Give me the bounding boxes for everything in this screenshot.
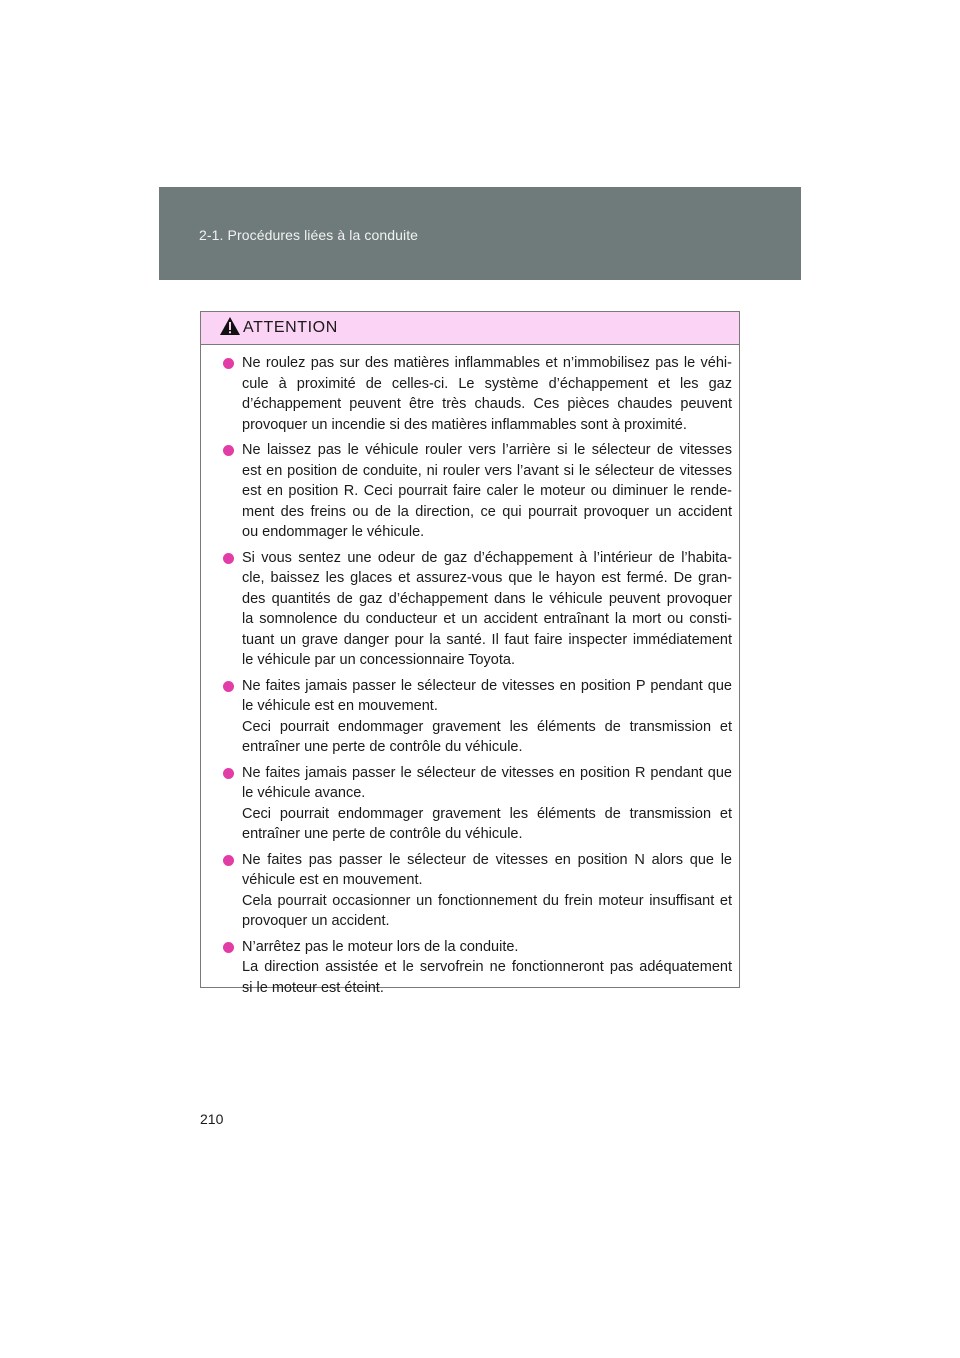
attention-item-line: Ceci pourrait endommager gravement les éléments de transmission et [242,805,732,822]
attention-item [221,763,732,845]
attention-item [221,548,732,671]
attention-item-line: Ceci pourrait endommager gravement les éléments de transmission et [242,718,732,735]
bullet-dot-icon [223,553,234,564]
attention-item-line: Si vous sentez une odeur de gaz d’échappement à l’intérieur de l’habita- [242,549,732,566]
attention-item-line: provoquer un accident. [242,913,390,929]
attention-item-line: ment des freins ou de la direction, ce qui pourrait provoquer un accident [242,503,732,520]
bullet-dot-icon [223,445,234,456]
attention-item-line: N’arrêtez pas le moteur lors de la conduite. [242,938,519,955]
attention-item-line: Ne faites jamais passer le sélecteur de vitesses en position P pendant que [242,677,732,694]
attention-item-line: est en position R. Ceci pourrait faire caler le moteur ou diminuer le rende- [242,483,732,499]
attention-item-line: est en position de conduite, ni rouler vers l’avant si le sélecteur de vitesses [242,462,732,479]
attention-item-line: entraîner une perte de contrôle du véhicule. [242,739,523,755]
attention-item-line: entraîner une perte de contrôle du véhicule. [242,826,523,842]
attention-item-line: si le moteur est éteint. [242,979,384,996]
attention-item-line: véhicule est en mouvement. [242,872,423,888]
bullet-dot-icon [223,681,234,692]
section-title: 2-1. Procédures liées à la conduite [199,227,419,243]
chapter-header-band [159,187,801,280]
attention-item-line: Ne laissez pas le véhicule rouler vers l’arrière si le sélecteur de vitesses [242,442,732,458]
attention-item-line: des quantités de gaz d’échappement dans le véhicule peuvent provoquer [242,590,732,607]
attention-list [201,345,739,998]
attention-title: ATTENTION [243,319,338,336]
attention-item-line: cle, baissez les glaces et assurez-vous que le hayon est fermé. De gran- [242,570,732,586]
attention-item [221,353,732,435]
bullet-dot-icon [223,942,234,953]
attention-item [221,440,732,543]
bullet-dot-icon [223,358,234,369]
page-number: 210 [200,1111,224,1127]
attention-item-line: cule à proximité de celles-ci. Le système d’échappement et les gaz [242,375,732,392]
attention-item-line: Cela pourrait occasionner un fonctionnement du frein moteur insuffisant et [242,892,732,909]
attention-item-line: Ne faites pas passer le sélecteur de vitesses en position N alors que le [242,851,732,868]
attention-item [221,676,732,758]
attention-item-line: ou endommager le véhicule. [242,524,425,540]
attention-item-line: la somnolence du conducteur et un accident entraînant la mort ou consti- [242,611,732,627]
attention-item-line: tuant un grave danger pour la santé. Il faut faire inspecter immédiatement [242,631,732,648]
attention-item-line: Ne roulez pas sur des matières inflammables et n’immobilisez pas le véhi- [242,355,732,371]
attention-item-line: Ne faites jamais passer le sélecteur de vitesses en position R pendant que [242,764,732,781]
attention-item-line: le véhicule est en mouvement. [242,698,438,714]
attention-item-line: le véhicule avance. [242,785,366,801]
attention-item [221,937,732,999]
bullet-dot-icon [223,768,234,779]
attention-header [201,312,739,345]
attention-item-line: provoquer un incendie si des matières inflammables sont à proximité. [242,416,687,433]
attention-item [221,850,732,932]
attention-box [200,311,740,996]
attention-item-line: La direction assistée et le servofrein ne fonctionneront pas adéquatement [242,959,732,975]
warning-triangle-icon [219,316,241,336]
attention-item-line: d’échappement peuvent être très chauds. Ces pièces chaudes peuvent [242,396,732,412]
bullet-dot-icon [223,855,234,866]
attention-item-line: le véhicule par un concessionnaire Toyota. [242,652,515,668]
